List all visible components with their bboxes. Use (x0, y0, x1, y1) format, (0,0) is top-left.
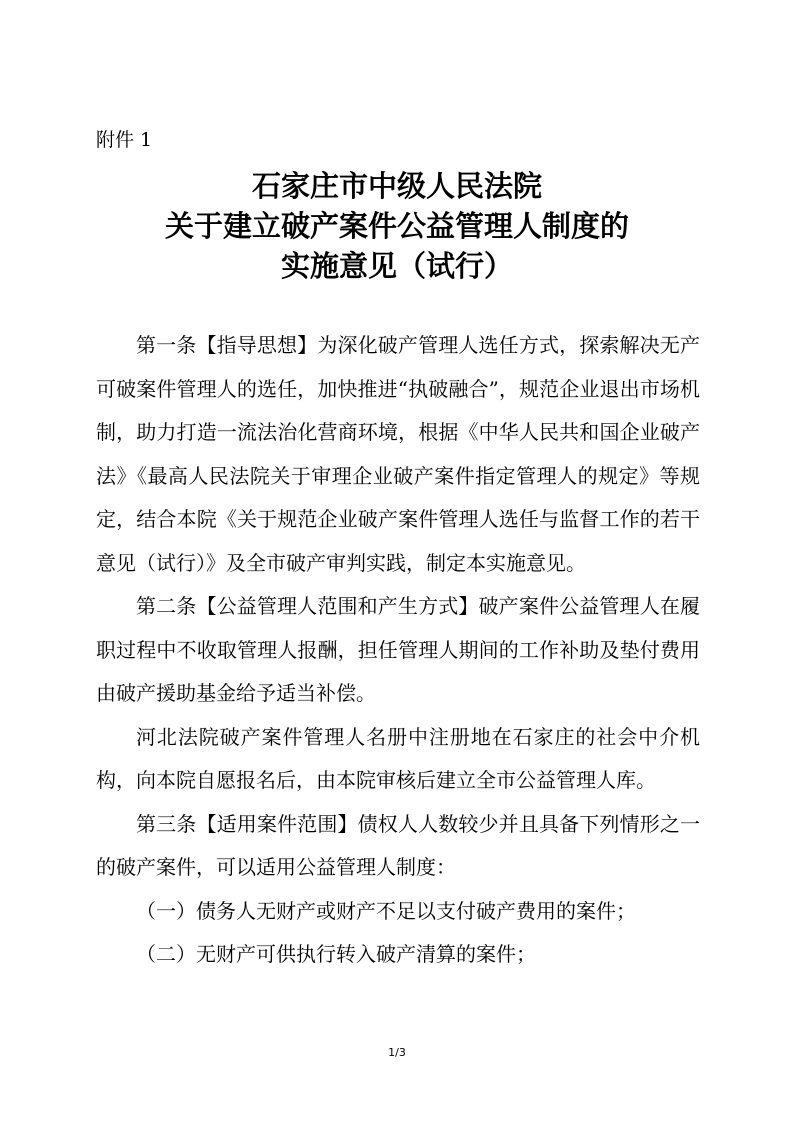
document-title-line-3: 实施意见（试行） (280, 249, 513, 283)
article-3-item-2: （二）无财产可供执行转入破产清算的案件； (136, 942, 536, 966)
document-title-line-1: 石家庄市中级人民法院 (251, 169, 542, 203)
page-number: 1/3 (388, 1046, 406, 1059)
article-2-sub-paragraph: 河北法院破产案件管理人名册中注册地在石家庄的社会中介机构，向本院自愿报名后，由本院审核后建立全市公益管理人库。 (96, 724, 700, 792)
article-1-paragraph: 第一条【指导思想】为深化破产管理人选任方式，探索解决无产可破案件管理人的选任，加快推进“执破融合”，规范企业退出市场机制，助力打造一流法治化营商环境，根据《中华人民共和国企业破产法》《最高人民法院关于审理企业破产案件指定管理人的规定》等规定，结合本院《关于规范企业破产案件管理人选任与监督工作的若干意见（试行）》及全市破产审判实践，制定本实施意见。 (96, 333, 700, 575)
document-body (96, 324, 700, 977)
article-2-paragraph: 第二条【公益管理人范围和产生方式】破产案件公益管理人在履职过程中不收取管理人报酬，担任管理人期间的工作补助及垫付费用由破产援助基金给予适当补偿。 (96, 594, 700, 705)
document-title-line-2: 关于建立破产案件公益管理人制度的 (164, 209, 629, 243)
article-3-paragraph: 第三条【适用案件范围】债权人人数较少并且具备下列情形之一的破产案件，可以适用公益管理人制度： (96, 811, 700, 879)
attachment-label: 附件 1 (96, 129, 153, 151)
article-3-item-1: （一）债务人无财产或财产不足以支付破产费用的案件； (136, 898, 636, 923)
